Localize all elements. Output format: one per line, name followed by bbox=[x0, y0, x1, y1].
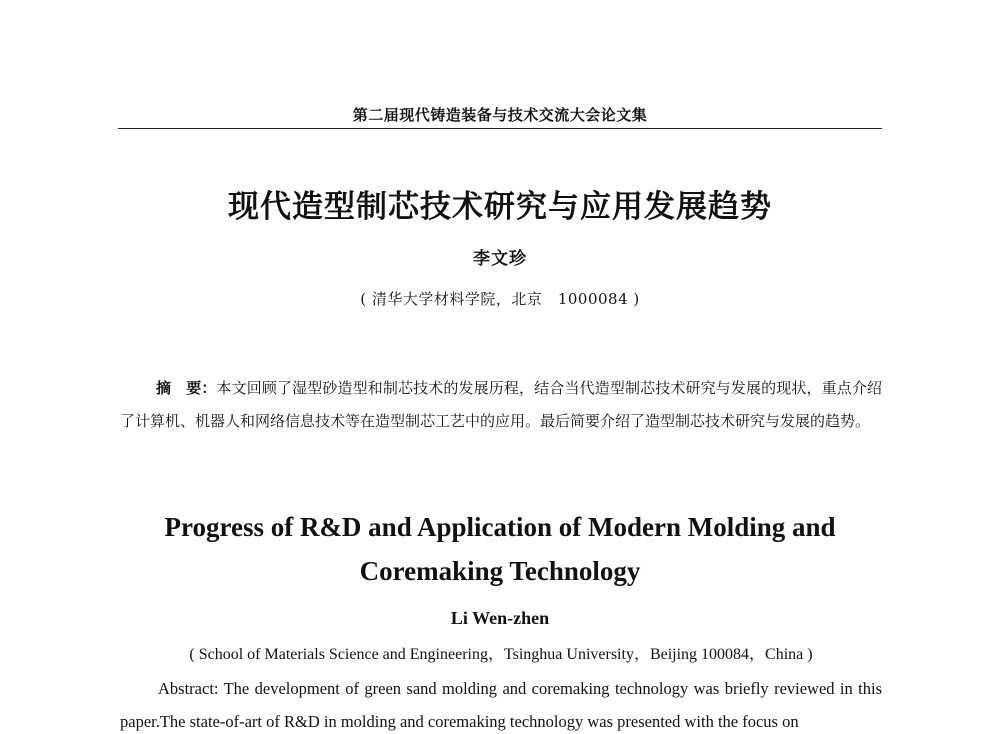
english-abstract-label: Abstract: bbox=[158, 679, 219, 698]
chinese-abstract-label: 摘 要： bbox=[156, 379, 217, 397]
english-affiliation: ( School of Materials Science and Engineering，Tsinghua University，Beijing 100084，China ) bbox=[189, 646, 813, 663]
running-header: 第二届现代铸造装备与技术交流大会论文集 bbox=[352, 106, 648, 124]
chinese-abstract bbox=[120, 372, 882, 438]
header-rule bbox=[118, 128, 882, 129]
english-abstract-text: The development of green sand molding and coremaking technology was briefly reviewed in this paper.The state-of-art of R&D in molding and coremaking technology was presented with the focus on bbox=[120, 679, 882, 731]
english-title: Progress of R&D and Application of Modern Molding and Coremaking Technology bbox=[164, 512, 836, 586]
chinese-affiliation: ( 清华大学材料学院，北京 1000084 ) bbox=[360, 290, 640, 308]
chinese-title: 现代造型制芯技术研究与应用发展趋势 bbox=[228, 189, 772, 225]
english-author: Li Wen-zhen bbox=[450, 608, 550, 628]
english-abstract bbox=[120, 672, 882, 734]
chinese-abstract-text: 本文回顾了湿型砂造型和制芯技术的发展历程，结合当代造型制芯技术研究与发展的现状，重点介绍了计算机、机器人和网络信息技术等在造型制芯工艺中的应用。最后简要介绍了造型制芯技术研究与发展的趋势。 bbox=[120, 379, 882, 430]
chinese-author: 李文珍 bbox=[473, 249, 527, 269]
